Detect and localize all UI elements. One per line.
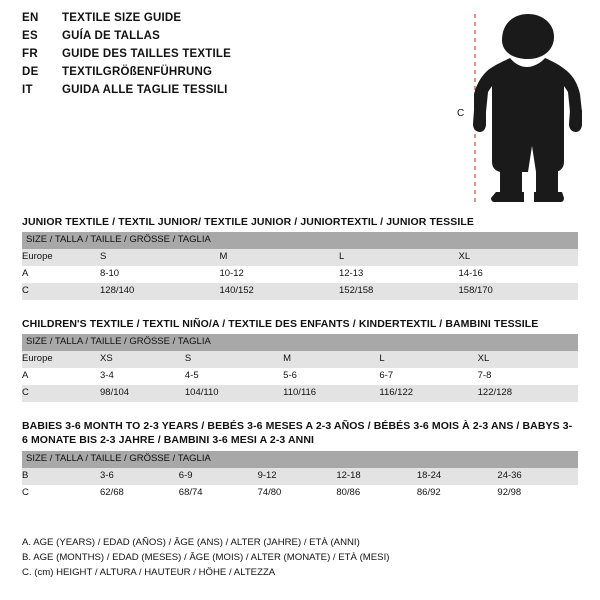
row-label: Europe: [22, 249, 100, 266]
table-row: [22, 249, 578, 266]
babies-band-label: SIZE / TALLA / TAILLE / GRÖSSE / TAGLIA: [22, 451, 578, 468]
section-babies: [22, 420, 578, 502]
cell: 8-10: [100, 266, 220, 283]
row-label: C: [22, 385, 100, 402]
table-row: [22, 283, 578, 300]
header-row-fr: [22, 48, 322, 66]
cell: S: [100, 249, 220, 266]
cell: 10-12: [220, 266, 340, 283]
language-code-es: ES: [22, 30, 38, 42]
header-title-it: GUIDA ALLE TAGLIE TESSILI: [62, 84, 228, 96]
section-children-title: CHILDREN'S TEXTILE / TEXTIL NIÑO/A / TEXTILE DES ENFANTS / KINDERTEXTIL / BAMBINI TESSILE: [22, 318, 539, 330]
cell: 12-13: [339, 266, 459, 283]
section-children: [22, 318, 578, 402]
children-size-table: [22, 334, 578, 402]
junior-size-table: [22, 232, 578, 300]
cell: 152/158: [339, 283, 459, 300]
cell: 3-6: [100, 468, 179, 485]
legend-line-b: B. AGE (MONTHS) / EDAD (MESES) / ÂGE (MOIS) / ALTER (MONATE) / ETÀ (MESI): [22, 551, 390, 563]
cell: 98/104: [100, 385, 185, 402]
cell: 14-16: [459, 266, 579, 283]
legend-line-a: A. AGE (YEARS) / EDAD (AÑOS) / ÂGE (ANS) / ALTER (JAHRE) / ETÀ (ANNI): [22, 537, 360, 548]
row-label: A: [22, 266, 100, 283]
language-code-it: IT: [22, 84, 33, 96]
header-title-de: TEXTILGRÖßENFÜHRUNG: [62, 66, 213, 78]
section-junior-title: JUNIOR TEXTILE / TEXTIL JUNIOR/ TEXTILE JUNIOR / JUNIORTEXTIL / JUNIOR TESSILE: [22, 216, 474, 228]
cell: M: [220, 249, 340, 266]
cell: 18-24: [417, 468, 498, 485]
cell: 9-12: [258, 468, 337, 485]
table-row: [22, 385, 578, 402]
children-band-header: [22, 334, 578, 351]
cell: XL: [478, 351, 578, 368]
table-row: [22, 368, 578, 385]
cell: 122/128: [478, 385, 578, 402]
language-code-fr: FR: [22, 48, 38, 60]
measure-label-c: C: [457, 108, 465, 119]
cell: 80/86: [336, 485, 417, 502]
toddler-silhouette-icon: [440, 6, 590, 206]
cell: S: [185, 351, 283, 368]
header-title-es: GUÍA DE TALLAS: [62, 30, 160, 42]
header-row-es: [22, 30, 322, 48]
cell: 158/170: [459, 283, 579, 300]
cell: XL: [459, 249, 579, 266]
cell: XS: [100, 351, 185, 368]
table-row: [22, 485, 578, 502]
header-block: [22, 12, 322, 102]
cell: 116/122: [379, 385, 477, 402]
table-row: [22, 468, 578, 485]
cell: 110/116: [283, 385, 379, 402]
cell: 7-8: [478, 368, 578, 385]
table-row: [22, 351, 578, 368]
section-babies-title: BABIES 3-6 MONTH TO 2-3 YEARS / BEBÉS 3-6 MESES A 2-3 AÑOS / BÉBÉS 3-6 MOIS À 2-3 ANS / BABYS 3-6 MONATE BIS 2-3 JAHRE / BAMBINI 3-6 MESI A 2-3 ANNI: [22, 420, 573, 446]
legend-block: [22, 536, 582, 581]
legend-line-c: C. (cm) HEIGHT / ALTURA / HAUTEUR / HÖHE / ALTEZZA: [22, 566, 276, 578]
junior-band-header: [22, 232, 578, 249]
babies-size-table: [22, 451, 578, 502]
cell: 12-18: [336, 468, 417, 485]
language-code-de: DE: [22, 66, 39, 78]
language-code-en: EN: [22, 12, 39, 24]
header-row-de: [22, 66, 322, 84]
table-row: [22, 266, 578, 283]
cell: 74/80: [258, 485, 337, 502]
cell: 128/140: [100, 283, 220, 300]
cell: 62/68: [100, 485, 179, 502]
row-label: C: [22, 283, 100, 300]
cell: L: [379, 351, 477, 368]
cell: 68/74: [179, 485, 258, 502]
cell: 24-36: [497, 468, 578, 485]
header-row-it: [22, 84, 322, 102]
section-junior: [22, 216, 578, 300]
cell: 5-6: [283, 368, 379, 385]
header-row-en: [22, 12, 322, 30]
junior-band-label: SIZE / TALLA / TAILLE / GRÖSSE / TAGLIA: [22, 232, 578, 249]
cell: 104/110: [185, 385, 283, 402]
row-label: A: [22, 368, 100, 385]
cell: 92/98: [497, 485, 578, 502]
cell: M: [283, 351, 379, 368]
cell: L: [339, 249, 459, 266]
babies-band-header: [22, 451, 578, 468]
row-label: C: [22, 485, 100, 502]
header-title-en: TEXTILE SIZE GUIDE: [62, 12, 182, 24]
cell: 140/152: [220, 283, 340, 300]
cell: 3-4: [100, 368, 185, 385]
row-label: B: [22, 468, 100, 485]
cell: 4-5: [185, 368, 283, 385]
cell: 6-7: [379, 368, 477, 385]
cell: 6-9: [179, 468, 258, 485]
row-label: Europe: [22, 351, 100, 368]
children-band-label: SIZE / TALLA / TAILLE / GRÖSSE / TAGLIA: [22, 334, 578, 351]
cell: 86/92: [417, 485, 498, 502]
header-title-fr: GUIDE DES TAILLES TEXTILE: [62, 48, 231, 60]
